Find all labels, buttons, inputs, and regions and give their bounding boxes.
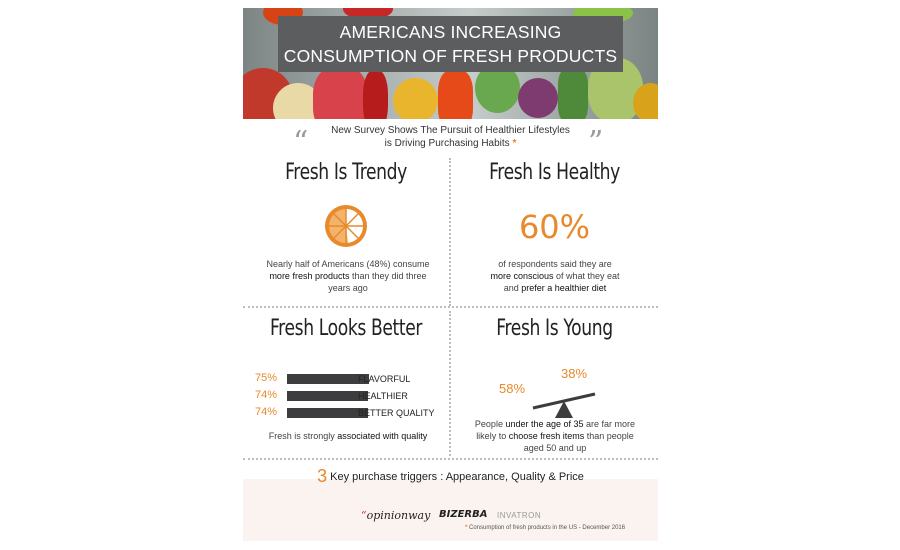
orange-icon [323, 203, 369, 249]
looks-bar-label: FLAVORFUL [358, 374, 411, 384]
looks-bar-label: BETTER QUALITY [358, 408, 435, 418]
juice-shape [438, 70, 473, 119]
title-box [278, 16, 623, 72]
subtitle [243, 124, 658, 150]
vegetables-banner-image [243, 8, 658, 119]
cucumber-shape [558, 68, 588, 119]
healthy-percentage: 60% [518, 208, 591, 246]
subtitle-line1: New Survey Shows The Pursuit of Healthier Lifestyles [331, 125, 570, 136]
seesaw-icon [529, 386, 599, 420]
looks-title: Fresh Looks Better [269, 316, 423, 341]
footnote: * Consumption of fresh products in the US - December 2016 [465, 525, 626, 531]
vertical-divider-bottom [449, 311, 451, 456]
trendy-title: Fresh Is Trendy [285, 160, 407, 185]
looks-bar-percentage: 74% [255, 406, 278, 418]
looks-bar-percentage: 75% [255, 372, 278, 384]
open-quote-icon: “ [293, 125, 309, 160]
onion-shape [393, 78, 438, 119]
pepper-shape [363, 70, 388, 119]
looks-bar [287, 374, 369, 384]
trendy-description: Nearly half of Americans (48%) consume more fresh products than they did three years ago [266, 259, 430, 293]
infographic [243, 8, 658, 541]
horizontal-divider-bottom [243, 458, 658, 460]
close-quote-icon: ” [588, 125, 604, 160]
melon-shape [313, 66, 368, 119]
looks-bar-percentage: 74% [255, 389, 278, 401]
looks-bar [287, 408, 368, 418]
bizerba-logo: BIZERBA [439, 509, 488, 520]
horizontal-divider-middle [243, 306, 658, 308]
invatron-logo: INVATRON [497, 511, 542, 520]
cabbage-shape [518, 78, 558, 118]
page-title-line2: CONSUMPTION OF FRESH PRODUCTS [283, 46, 618, 66]
looks-description: Fresh is strongly associated with quality [268, 431, 428, 441]
young-right-percentage: 38% [561, 366, 588, 381]
healthy-title: Fresh Is Healthy [489, 160, 620, 185]
purchase-triggers: 3 Key purchase triggers : Appearance, Quality & Price [317, 466, 584, 486]
young-title: Fresh Is Young [496, 316, 613, 341]
looks-bar-label: HEALTHIER [358, 391, 408, 401]
looks-bar [287, 391, 368, 401]
young-description: People under the age of 35 are far more likely to choose fresh items than people aged 50 and up [474, 419, 636, 453]
healthy-description: of respondents said they are more conscious of what they eat and prefer a healthier diet [490, 259, 620, 293]
page-title-line1: AMERICANS INCREASING [339, 22, 562, 42]
subtitle-line2: is Driving Purchasing Habits * [384, 138, 517, 149]
pineapple-shape [633, 83, 658, 119]
young-left-percentage: 58% [499, 381, 526, 396]
opinionway-logo: “opinionway [361, 509, 431, 522]
